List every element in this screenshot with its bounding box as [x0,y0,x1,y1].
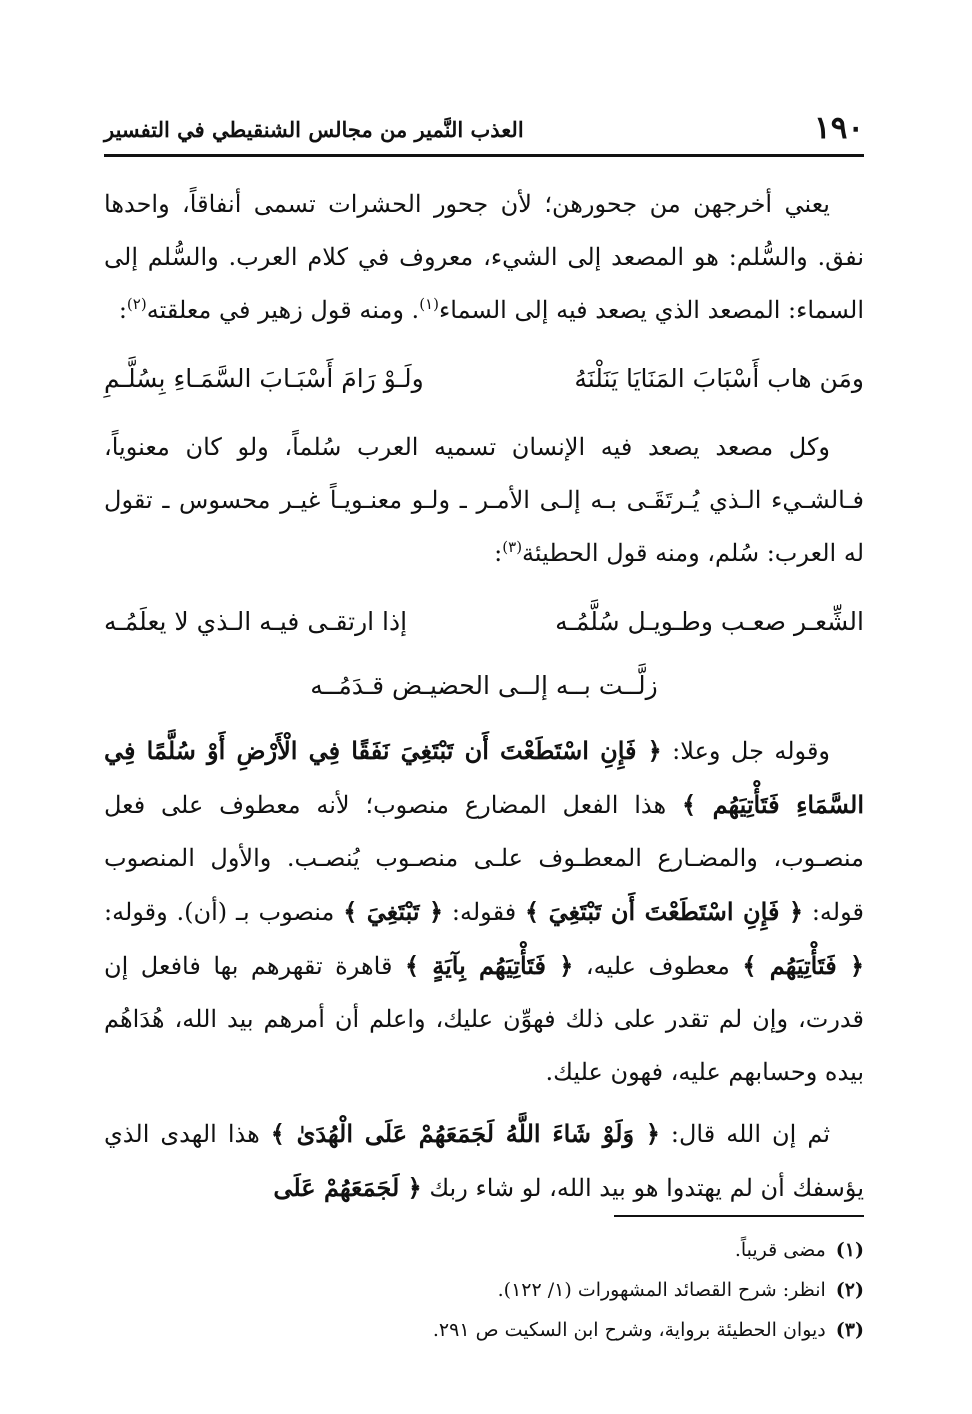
footnote-divider [614,1215,864,1217]
paragraph-3-e: معطوف عليه، [573,952,743,980]
footnote-2-text: انظر: شرح القصائد المشهورات (١/ ١٢٢). [497,1279,826,1301]
footnote-3-text: ديوان الحطيئة برواية، وشرح ابن السكيت ص ٢٩١. [432,1319,826,1341]
quran-quote-5: ﴿ فَتَأْتِيَهُم بِآيَةٍ ﴾ [404,951,574,980]
quran-quote-3: ﴿ تَبْتَغِيَ ﴾ [343,897,444,926]
verse-zuhair [104,351,864,407]
footnote-ref-1: (١) [419,295,439,313]
quran-quote-2: ﴿ فَإِنِ اسْتَطَعْتَ أَن تَبْتَغِيَ ﴾ [524,897,804,926]
quran-quote-6: ﴿ وَلَوْ شَاءَ اللَّهُ لَجَمَعَهُمْ عَلَى الْهُدَىٰ ﴾ [270,1119,660,1148]
paragraph-3-b: هذا الفعل المضارع منصوب؛ لأنه معطوف على فعل منصـوب، والمضـارع المعطـوف علـى منصـوب يُنصـب. والأول المنصوب قوله: [104,791,864,926]
paragraph-3-a: وقوله جل وعلا: [661,737,831,765]
verse-2-second-hemistich: إذا ارتقـى فيـه الـذي لا يعلَمُـه [104,607,408,636]
footnote-2 [104,1270,864,1310]
quran-quote-1: ﴿ فَإِنِ اسْتَطَعْتَ أَن تَبْتَغِيَ نَفَقًا فِي الْأَرْضِ أَوْ سُلَّمًا فِي السَّمَاءِ فَتَأْتِيَهُم ﴾ [104,736,864,819]
footnote-ref-2: (٢) [126,295,147,313]
paragraph-1 [104,178,864,337]
paragraph-3 [104,724,864,1099]
quran-quote-4: ﴿ فَتَأْتِيَهُم ﴾ [742,951,865,980]
footnote-1-text: مضى قريباً. [734,1239,826,1261]
paragraph-2 [104,421,864,580]
paragraph-2-text: وكل مصعد يصعد فيه الإنسان تسميه العرب سُلماً، ولو كان معنوياً، فـالشـيء الـذي يُـرتَقَـى بـه إلـى الأمـر ـ ولـو معنـويـاً غيـر محسوس ـ تقول له العرب: سُلم، ومنه قول الحطيئة [104,433,864,567]
quran-quote-7: ﴿ لَجَمَعَهُمْ عَلَى [273,1173,422,1202]
footnote-3 [104,1310,864,1350]
footnotes [104,1230,864,1350]
verse-1-first-hemistich: ومَن هاب أَسْبَابَ المَنَايَا يَنَلْنَهُ [574,364,864,393]
footnote-3-number: (٣) [835,1319,864,1341]
paragraph-2-end: : [494,539,503,567]
page-header [104,108,864,157]
main-text [104,178,864,1215]
paragraph-1-text: يعني أخرجهن من جحورهن؛ لأن جحور الحشرات تسمى أنفاقاً، واحدها نفق. والسُّلم: هو المصعد إلى الشيء، معروف في كلام العرب. والسُّلم إلى السماء: المصعد الذي يصعد فيه إلى السماء [104,190,864,324]
paragraph-4-b: هذا الهدى الذي يؤسفك أن لم يهتدوا هو بيد الله، لو شاء ربك [104,1120,864,1202]
paragraph-1-end: : [118,296,127,324]
footnote-2-number: (٢) [835,1279,864,1301]
footnote-1 [104,1230,864,1270]
paragraph-4 [104,1107,864,1215]
paragraph-3-d: منصوب بـ (أن). وقوله: [104,898,344,926]
verse-2-first-hemistich: الشِّعـر صعـب وطـويـل سُلَّمُـه [555,607,864,636]
verse-1-second-hemistich: ولَـوْ رَامَ أَسْبَـابَ السَّمَـاءِ بِسُلَّـمِ [104,364,424,393]
verse-hutayah [104,594,864,650]
running-title: العذب النَّمير من مجالس الشنقيطي في التفسير [104,117,524,142]
footnote-ref-3: (٣) [502,538,523,556]
footnote-1-number: (١) [835,1239,864,1261]
paragraph-1-tail: . ومنه قول زهير في معلقته [146,296,420,324]
paragraph-3-f: قاهرة تقهرهم بها فافعل إن قدرت، وإن لم تقدر على ذلك فهوِّن عليك، واعلم أن أمرهم بيد الله، هُدَاهُم بيده وحسابهم عليه، فهون عليك. [104,952,864,1086]
paragraph-4-a: ثم إن الله قال: [659,1120,831,1148]
verse-2-third-line: زلَّــت بــه إلــى الحضيـض قـدَمُــه [310,671,658,700]
page-number: ١٩٠ [814,110,864,146]
paragraph-3-c: فقوله: [443,898,525,926]
